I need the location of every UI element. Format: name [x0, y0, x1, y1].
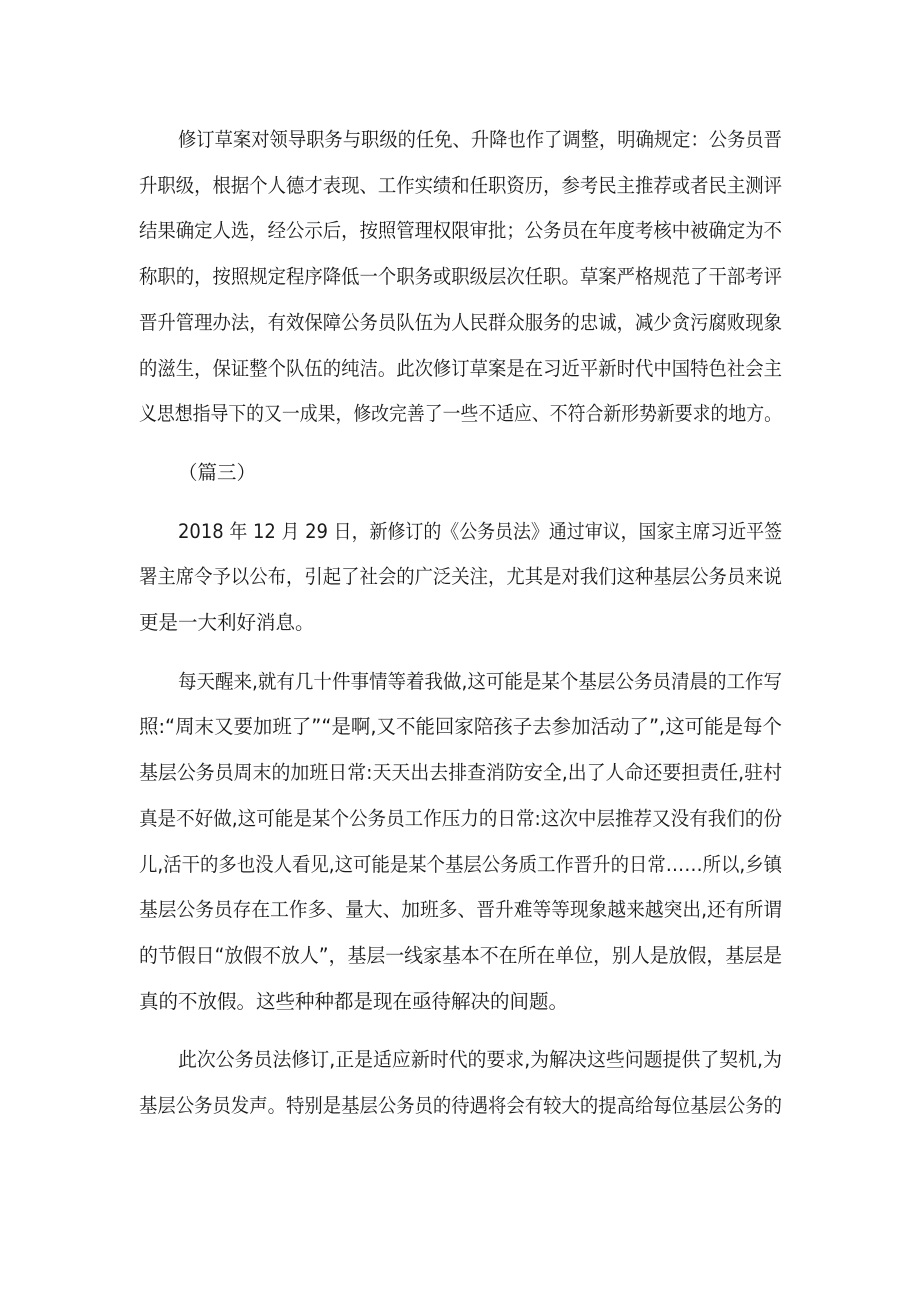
paragraph-line: 更是一大利好消息。: [139, 611, 315, 635]
paragraph-line: 此次公务员法修订,正是适应新时代的要求,为解决这些问题提供了契机,为: [178, 1048, 782, 1072]
paragraph-line: 真的不放假。这些种种都是现在亟待解决的间题。: [139, 989, 569, 1013]
paragraph-2: [139, 509, 782, 646]
paragraph-3: [139, 659, 782, 1025]
paragraph-line: 升职级，根据个人德才表现、工作实绩和任职资历，参考民主推荐或者民主测评: [139, 173, 782, 197]
paragraph-line: 2018 年 12 月 29 日，新修订的《公务员法》通过审议，国家主席习近平签: [178, 519, 783, 543]
paragraph-line: 署主席令予以公布，引起了社会的广泛关注，尤其是对我们这种基层公务员来说: [139, 565, 782, 589]
paragraph-line: 义思想指导下的又一成果，修改完善了一些不适应、不符合新形势新要求的地方。: [139, 402, 782, 426]
paragraph-line: 称职的，按照规定程序降低一个职务或职级层次任职。草案严格规范了干部考评: [139, 265, 782, 289]
paragraph-line: 照:“周末又要加班了”“是啊,又不能回家陪孩子去参加活动了”,这可能是每个: [139, 715, 782, 739]
paragraph-line: 的滋生，保证整个队伍的纯洁。此次修订草案是在习近平新时代中国特色社会主: [139, 356, 782, 380]
document-body: [139, 117, 782, 1142]
paragraph-4: [139, 1037, 782, 1128]
paragraph-1: [139, 117, 782, 437]
paragraph-line: 基层公务员存在工作多、量大、加班多、晋升难等等现象越来越突出,还有所谓: [139, 898, 782, 922]
section-heading: [139, 450, 782, 496]
paragraph-line: 的节假日“放假不放人”，基层一线家基本不在所在单位，别人是放假，基层是: [139, 943, 783, 967]
section-heading-text: （篇三）: [178, 460, 257, 484]
paragraph-line: 基层公务员周末的加班日常:天天出去排查消防安全,出了人命还要担责任,驻村: [139, 761, 782, 785]
paragraph-line: 基层公务员发声。特别是基层公务员的待遇将会有较大的提高给每位基层公务的: [139, 1094, 782, 1118]
paragraph-line: 修订草案对领导职务与职级的任免、升降也作了调整，明确规定：公务员晋: [178, 128, 783, 151]
paragraph-line: 每天醒来,就有几十件事情等着我做,这可能是某个基层公务员清晨的工作写: [178, 669, 783, 693]
paragraph-line: 儿,活干的多也没人看见,这可能是某个基层公务质工作晋升的日常……所以,乡镇: [139, 852, 783, 876]
paragraph-line: 晋升管理办法，有效保障公务员队伍为人民群众服务的忠诚，减少贪污腐败现象: [139, 310, 782, 334]
paragraph-line: 结果确定人选，经公示后，按照管理权限审批；公务员在年度考核中被确定为不: [139, 219, 782, 243]
paragraph-line: 真是不好做,这可能是某个公务员工作压力的日常:这次中层推荐又没有我们的份: [139, 806, 783, 830]
